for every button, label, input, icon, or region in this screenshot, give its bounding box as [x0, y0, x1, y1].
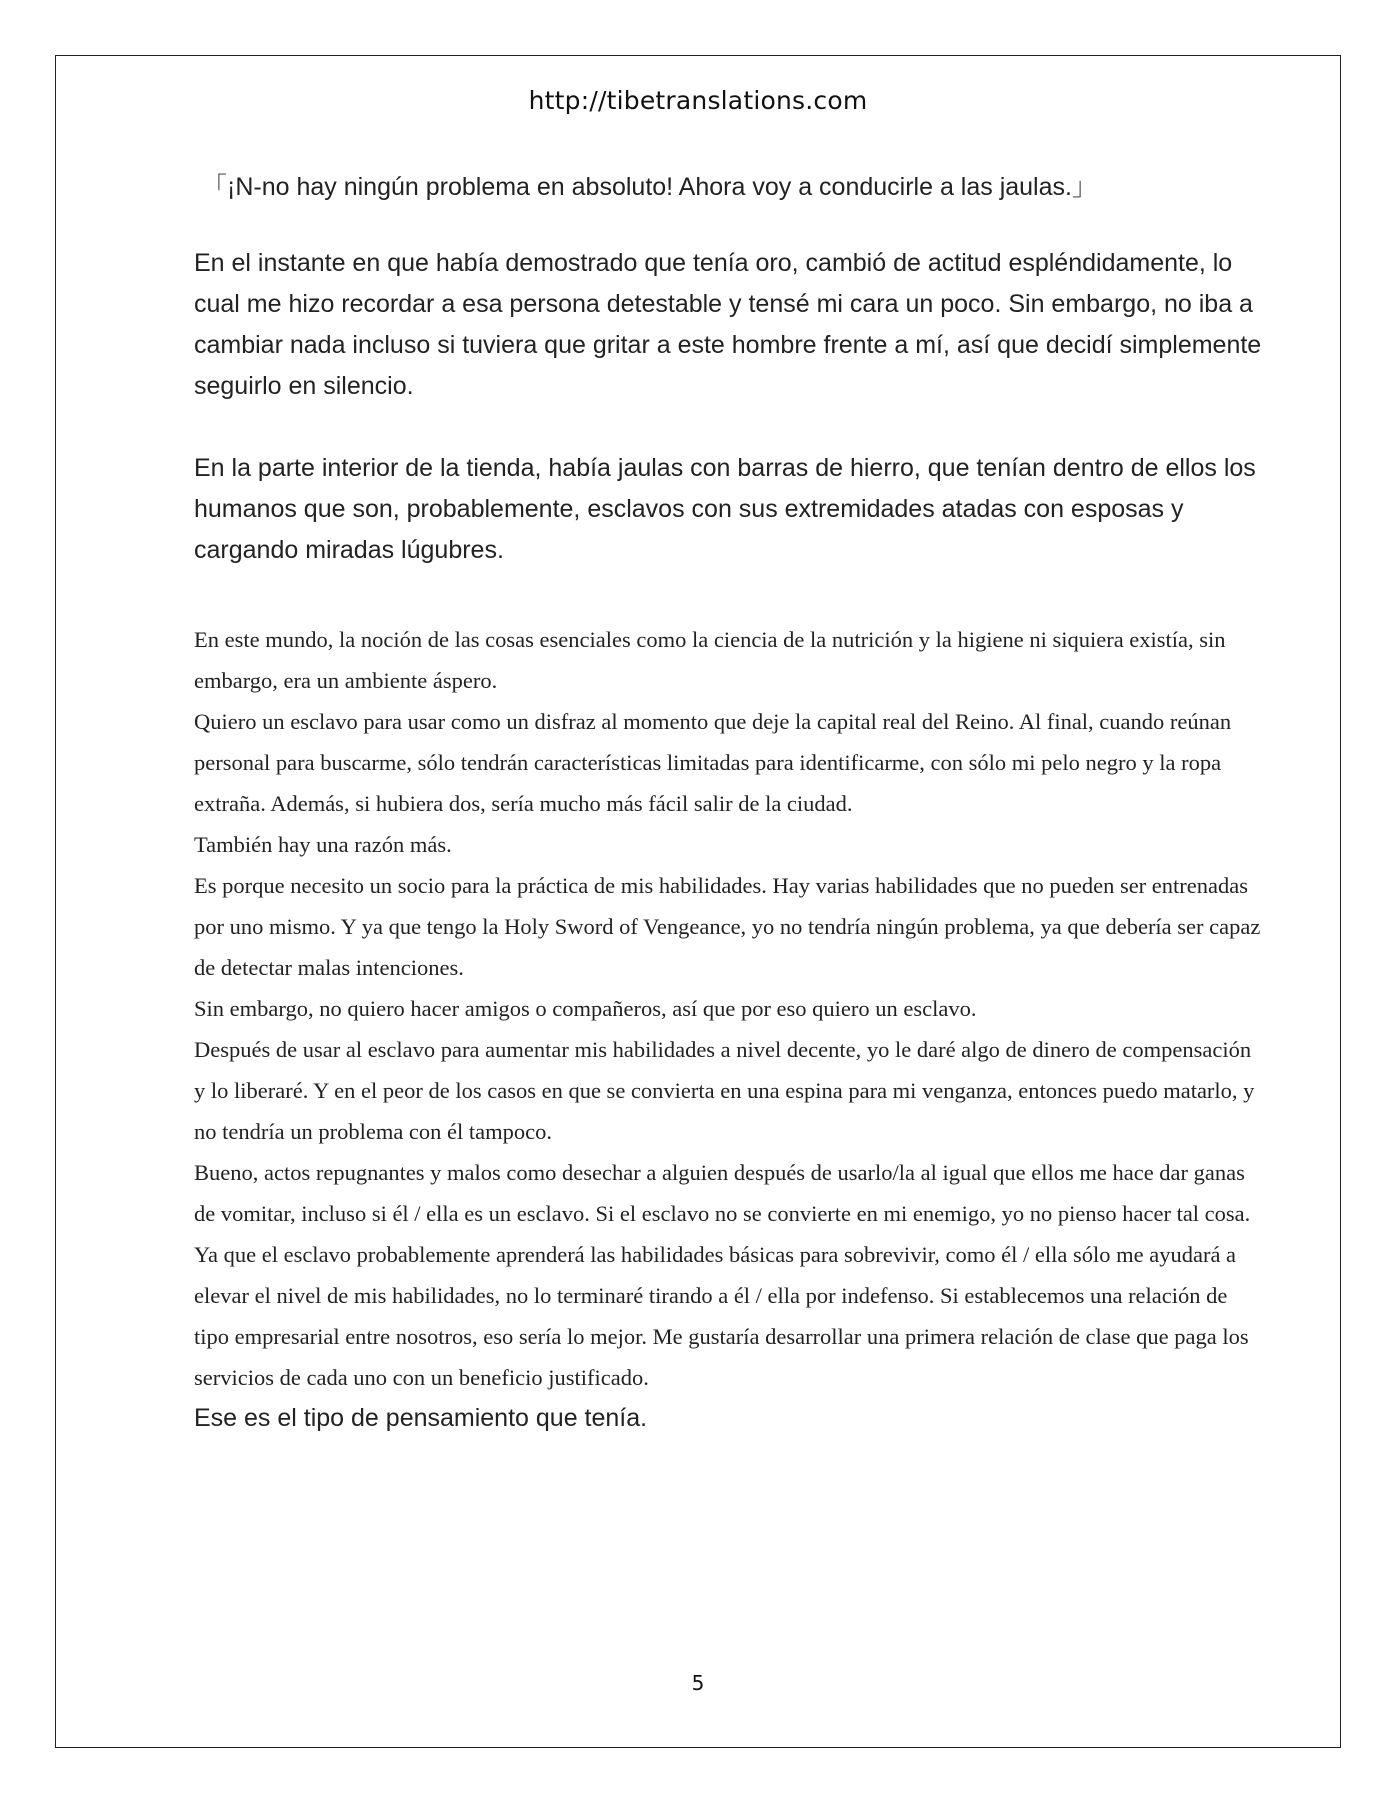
serif-paragraph-4: Es porque necesito un socio para la práctica de mis habilidades. Hay varias habilidades que no pueden ser entrenadas por uno mismo. Y ya que tengo la Holy Sword of Vengeance, yo no tendría ningún problema, ya que debería ser capaz de detectar malas intenciones.	[194, 873, 1261, 980]
paragraph-2: En la parte interior de la tienda, había jaulas con barras de hierro, que tenían dentro de ellos los humanos que son, probablemente, esclavos con sus extremidades atadas con esposas y cargando miradas lúgubres.	[194, 454, 1256, 564]
page-frame	[55, 55, 1341, 1748]
closing-line: Ese es el tipo de pensamiento que tenía.	[194, 1404, 648, 1432]
serif-paragraph-6: Después de usar al esclavo para aumentar mis habilidades a nivel decente, yo le daré algo de dinero de compensación y lo liberaré. Y en el peor de los casos en que se convierta en una espina para mi venganza, entonces puedo matarlo, y no tendría un problema con él tampoco.	[194, 1037, 1255, 1144]
paragraph-1: En el instante en que había demostrado que tenía oro, cambió de actitud espléndidamente, lo cual me hizo recordar a esa persona detestable y tensé mi cara un poco. Sin embargo, no iba a cambiar nada incluso si tuviera que gritar a este hombre frente a mí, así que decidí simplemente seguirlo en silencio.	[194, 249, 1262, 400]
serif-paragraph-2: Quiero un esclavo para usar como un disfraz al momento que deje la capital real del Reino. Al final, cuando reúnan personal para buscarme, sólo tendrán características limitadas para identificarme, con sólo mi pelo negro y la ropa extraña. Además, si hubiera dos, sería mucho más fácil salir de la ciudad.	[194, 709, 1232, 816]
header-url: http://tibetranslations.com	[528, 86, 868, 115]
serif-paragraph-5: Sin embargo, no quiero hacer amigos o compañeros, así que por eso quiero un esclavo.	[194, 996, 977, 1021]
serif-paragraph-1: En este mundo, la noción de las cosas esenciales como la ciencia de la nutrición y la higiene ni siquiera existía, sin embargo, era un ambiente áspero.	[194, 627, 1226, 693]
page-content	[194, 167, 1264, 1439]
serif-paragraph-3: También hay una razón más.	[194, 832, 452, 857]
dialogue-paragraph: 「¡N-no hay ningún problema en absoluto! Ahora voy a conducirle a las jaulas.」	[202, 173, 1097, 201]
page-number: 5	[691, 1671, 705, 1695]
serif-paragraph-8: Ya que el esclavo probablemente aprenderá las habilidades básicas para sobrevivir, como él / ella sólo me ayudará a elevar el nivel de mis habilidades, no lo terminaré tirando a él / ella por indefenso. Si establecemos una relación de tipo empresarial entre nosotros, eso sería lo mejor. Me gustaría desarrollar una primera relación de clase que paga los servicios de cada uno con un beneficio justificado.	[194, 1242, 1249, 1390]
serif-section	[194, 619, 1264, 1398]
serif-paragraph-7: Bueno, actos repugnantes y malos como desechar a alguien después de usarlo/la al igual que ellos me hace dar ganas de vomitar, incluso si él / ella es un esclavo. Si el esclavo no se convierte en mi enemigo, yo no pienso hacer tal cosa.	[194, 1160, 1251, 1226]
